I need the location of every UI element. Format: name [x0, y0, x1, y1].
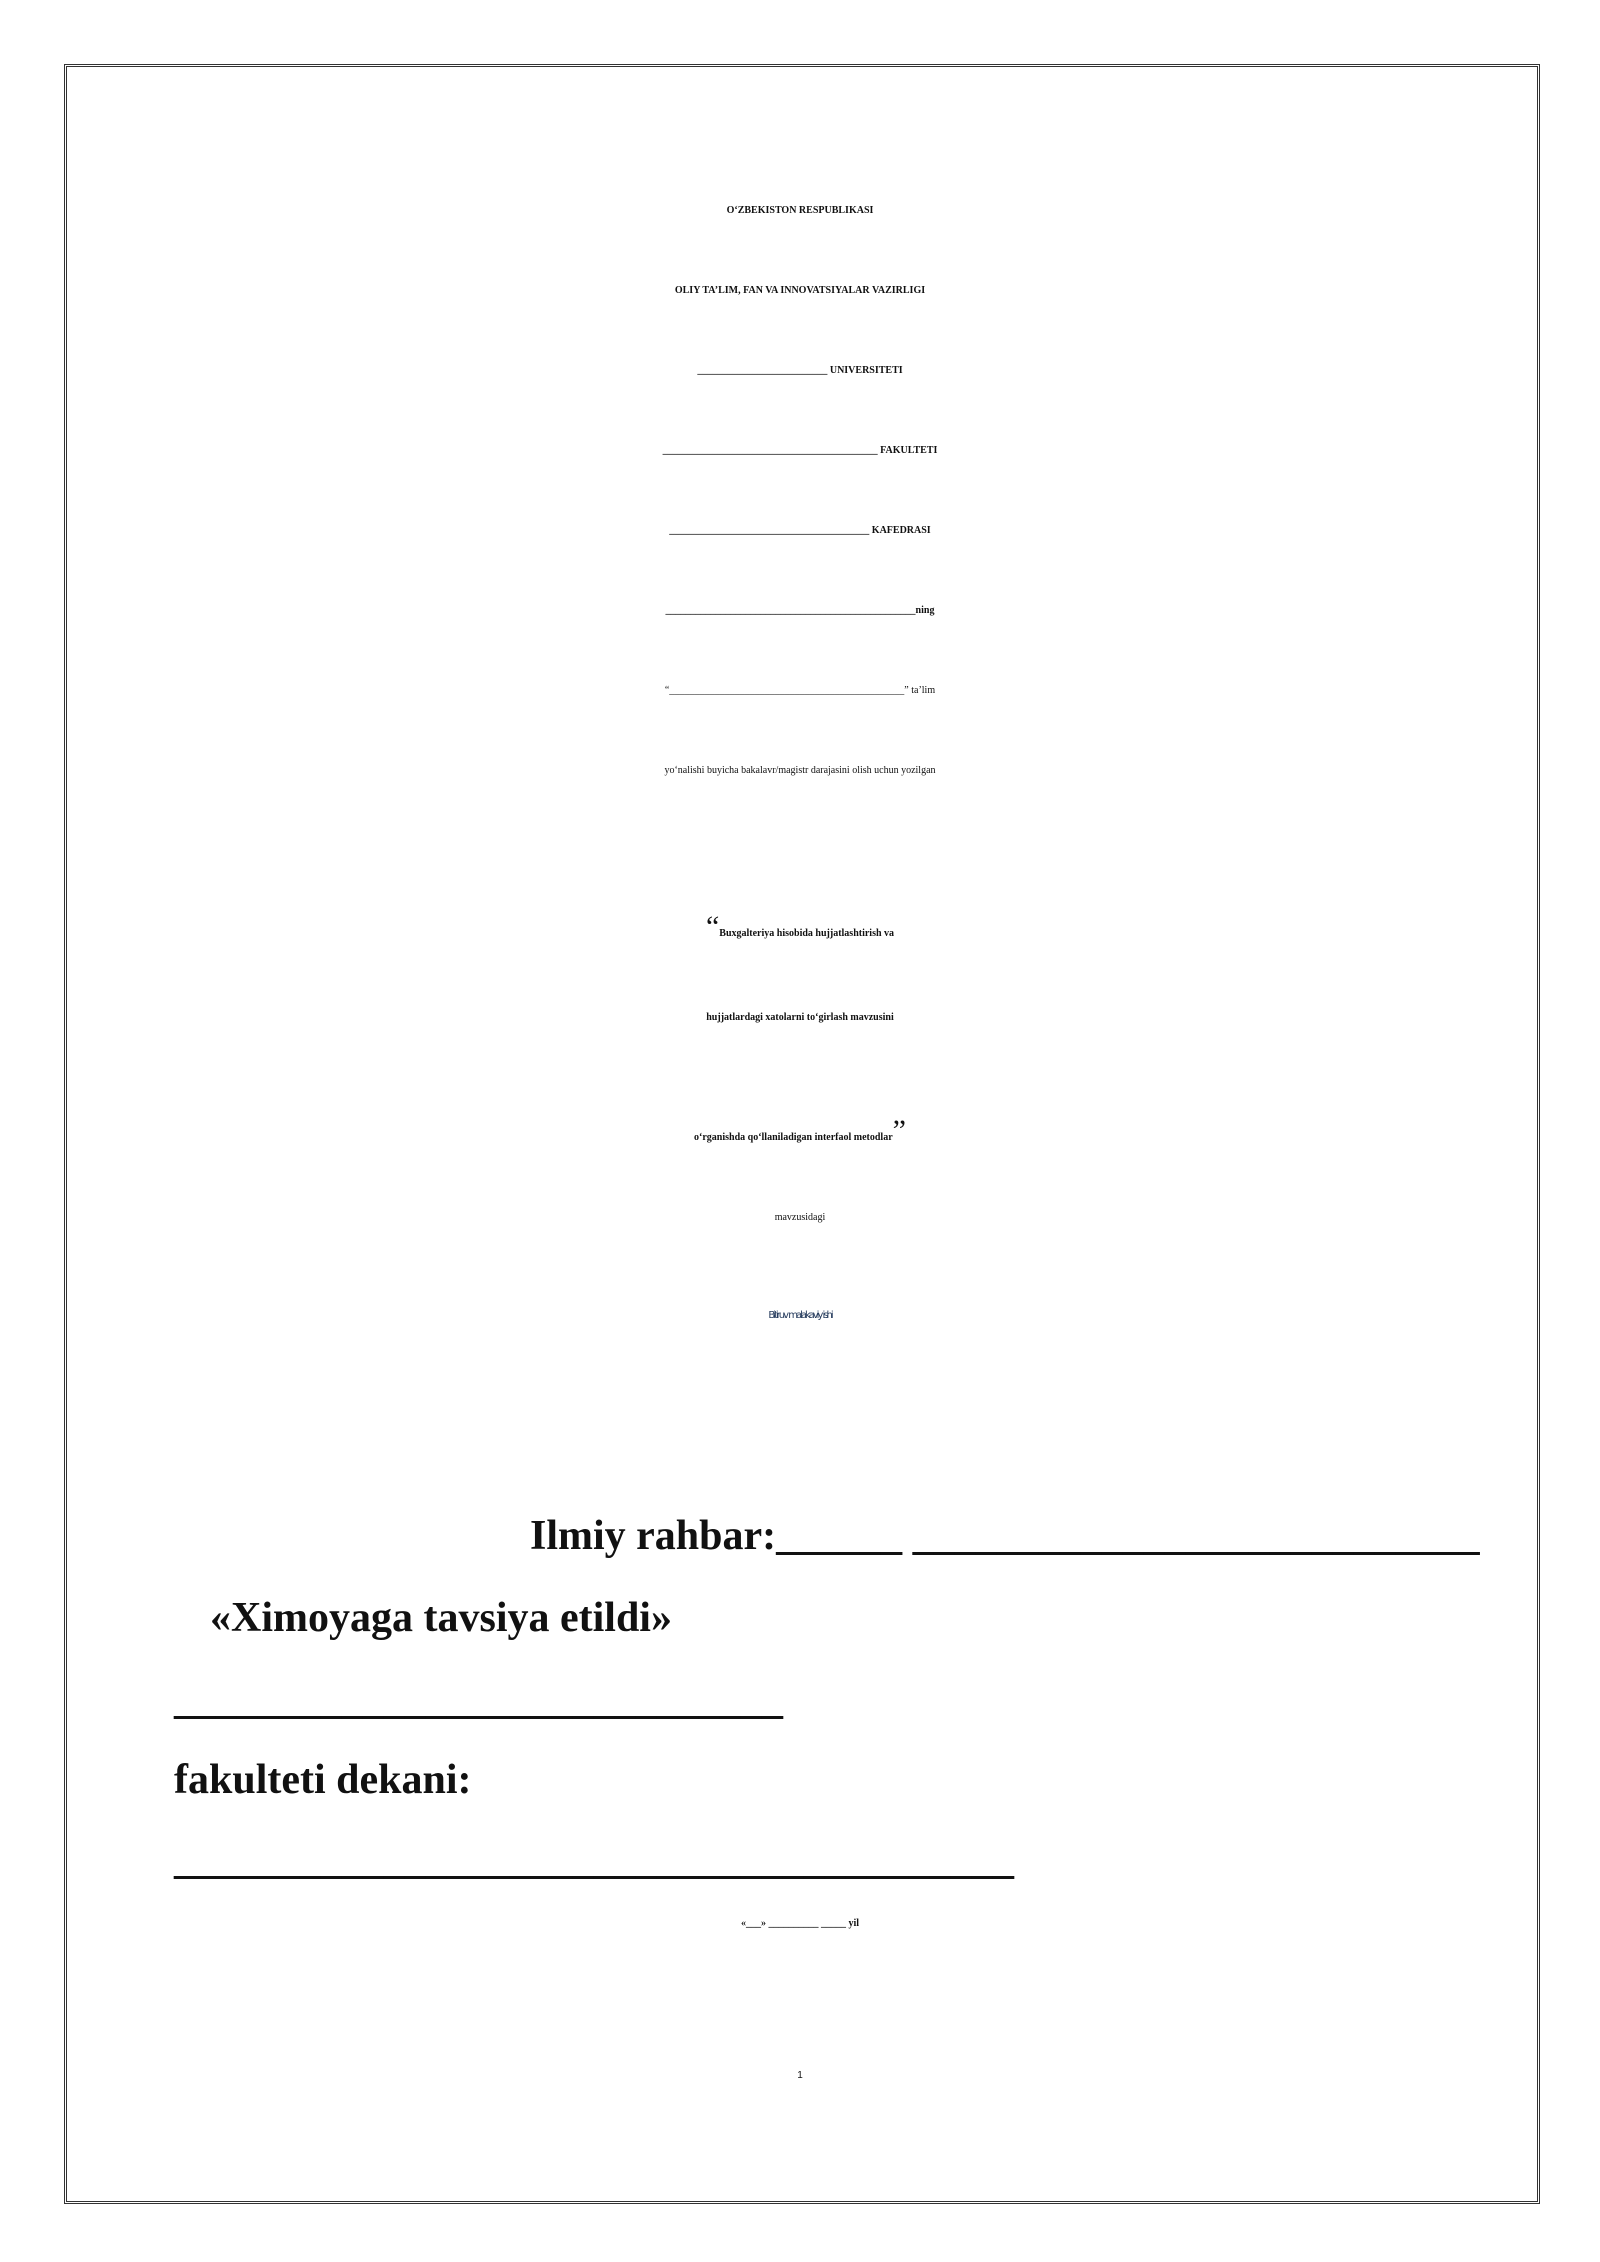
header-faculty: ___________________________________________ FAKULTETI: [662, 445, 938, 456]
topic-close-quote: ”: [892, 1114, 906, 1147]
header-degree-purpose: yo‘nalishi buyicha bakalavr/magistr darajasini olish uchun yozilgan: [664, 765, 936, 776]
header-country: O‘ZBEKISTON RESPUBLIKASI: [726, 205, 874, 216]
work-title: Bitiruv malakaviy ishi: [768, 1310, 832, 1321]
topic-line-1: [0, 910, 1600, 944]
topic-line-1-text: Buxgalteriya hisobida hujjatlashtirish va: [719, 928, 895, 939]
topic-line-3: [0, 1114, 1600, 1148]
signature-line-b: ________________________________________: [174, 1837, 1014, 1883]
page-number: 1: [797, 2070, 803, 2081]
header-ministry: OLIY TA’LIM, FAN VA INNOVATSIYALAR VAZIRLIGI: [674, 285, 926, 296]
recommended-label: «Ximoyaga tavsiya etildi»: [210, 1595, 672, 1641]
advisor-line: Ilmiy rahbar:______ ___________________________: [530, 1513, 1480, 1559]
topic-line-3-text: o‘rganishda qo‘llaniladigan interfaol metodlar: [694, 1132, 893, 1143]
header-student: __________________________________________________ning: [665, 605, 935, 616]
dean-label: fakulteti dekani:: [174, 1757, 472, 1803]
topic-open-quote: “: [705, 910, 720, 943]
topic-subtitle: mavzusidagi: [774, 1212, 826, 1223]
topic-line-2: hujjatlardagi xatolarni to‘girlash mavzusini: [706, 1012, 894, 1023]
header-university: __________________________ UNIVERSITETI: [697, 365, 903, 376]
header-department: ________________________________________ KAFEDRASI: [669, 525, 931, 536]
date-line: «___» __________ _____ yil: [740, 1918, 860, 1929]
signature-line-a: _____________________________: [174, 1677, 783, 1723]
header-direction: “_______________________________________________” ta’lim: [664, 685, 936, 696]
